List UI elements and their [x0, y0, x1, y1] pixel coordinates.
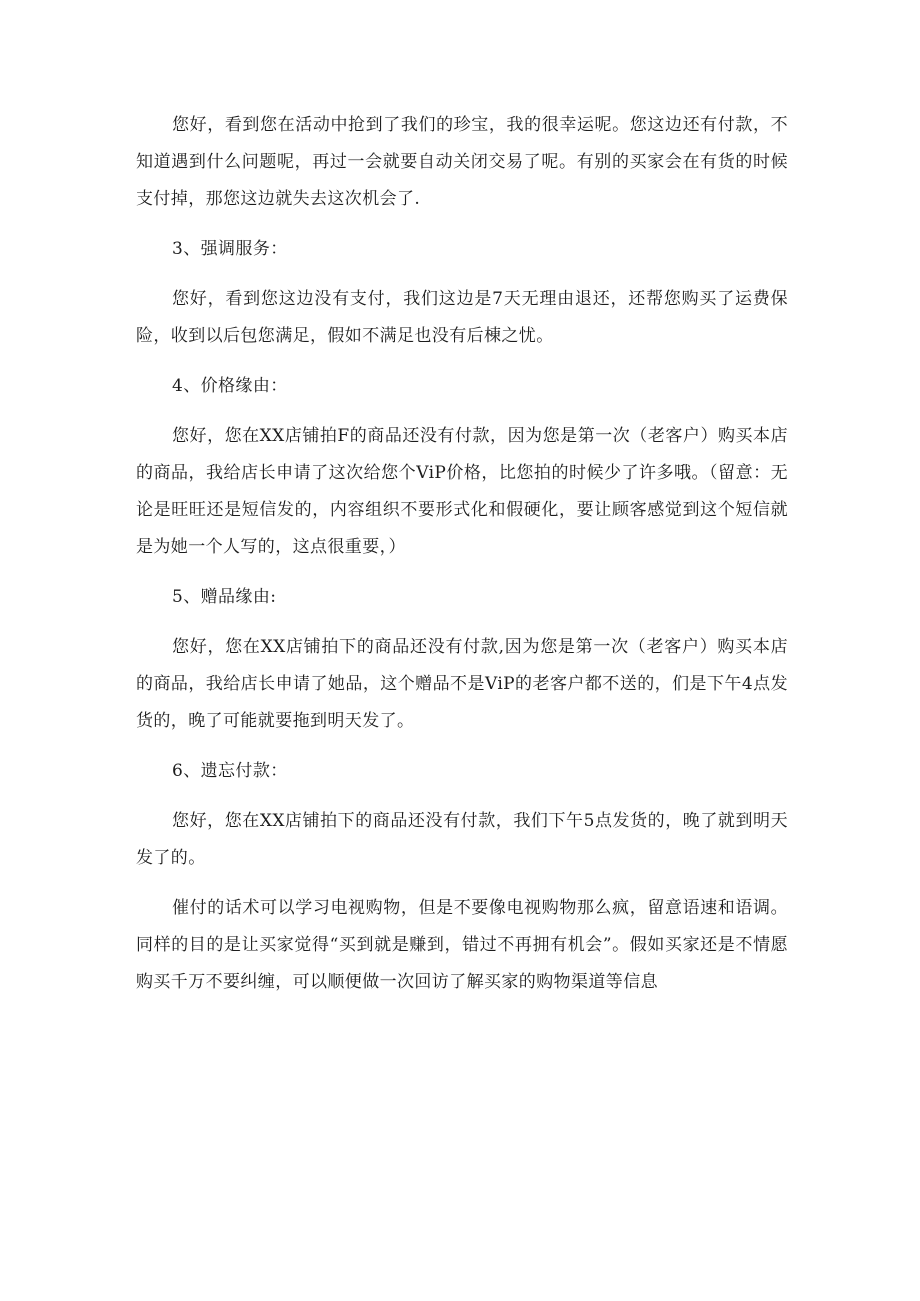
intro-paragraph: 您好，看到您在活动中抢到了我们的珍宝，我的很幸运呢。您这边还有付款，不知道遇到什么问题呢，再过一会就要自动关闭交易了呢。有别的买家会在有货的时候支付掉，那您这边就失去这次机会了.: [136, 115, 788, 209]
document-page: [136, 107, 788, 1001]
section-heading-price-reason: 4、价格缘由：: [172, 376, 288, 396]
section-heading-emphasize-service: 3、强调服务：: [172, 239, 288, 259]
section-body-emphasize-service: 您好，看到您这边没有支付，我们这边是7天无理由退还，还帮您购买了运费保险，收到以后包您满足，假如不满足也没有后棟之忧。: [136, 289, 788, 346]
section-body-price-reason: 您好，您在XX店铺拍F的商品还没有付款，因为您是第一次（老客户）购买本店的商品，我给店长申请了这次给您个ViP价格，比您拍的时候少了许多哦。（留意：无论是旺旺还是短信发的，内容组织不要形式化和假硬化，要让顾客感觉到这个短信就是为她一个人写的，这点很重要，）: [136, 426, 788, 557]
section-body-forgot-payment: 您好，您在XX店铺拍下的商品还没有付款，我们下午5点发货的，晚了就到明天发了的。: [136, 811, 788, 868]
section-body-gift-reason: 您好，您在XX店铺拍下的商品还没有付款,因为您是第一次（老客户）购买本店的商品，我给店长申请了她品，这个赠品不是ViP的老客户都不送的，们是下午4点发货的，晚了可能就要拖到明天发了。: [136, 637, 788, 731]
closing-paragraph: 催付的话术可以学习电视购物，但是不要像电视购物那么疯，留意语速和语调。同样的目的是让买家觉得“买到就是赚到，错过不再拥有机会”。假如买家还是不情愿购买千万不要纠缠，可以顺便做一次回访了解买家的购物渠道等信息: [136, 898, 788, 992]
section-heading-forgot-payment: 6、遗忘付款：: [172, 761, 288, 781]
section-heading-gift-reason: 5、赠品缘由:: [172, 587, 277, 607]
